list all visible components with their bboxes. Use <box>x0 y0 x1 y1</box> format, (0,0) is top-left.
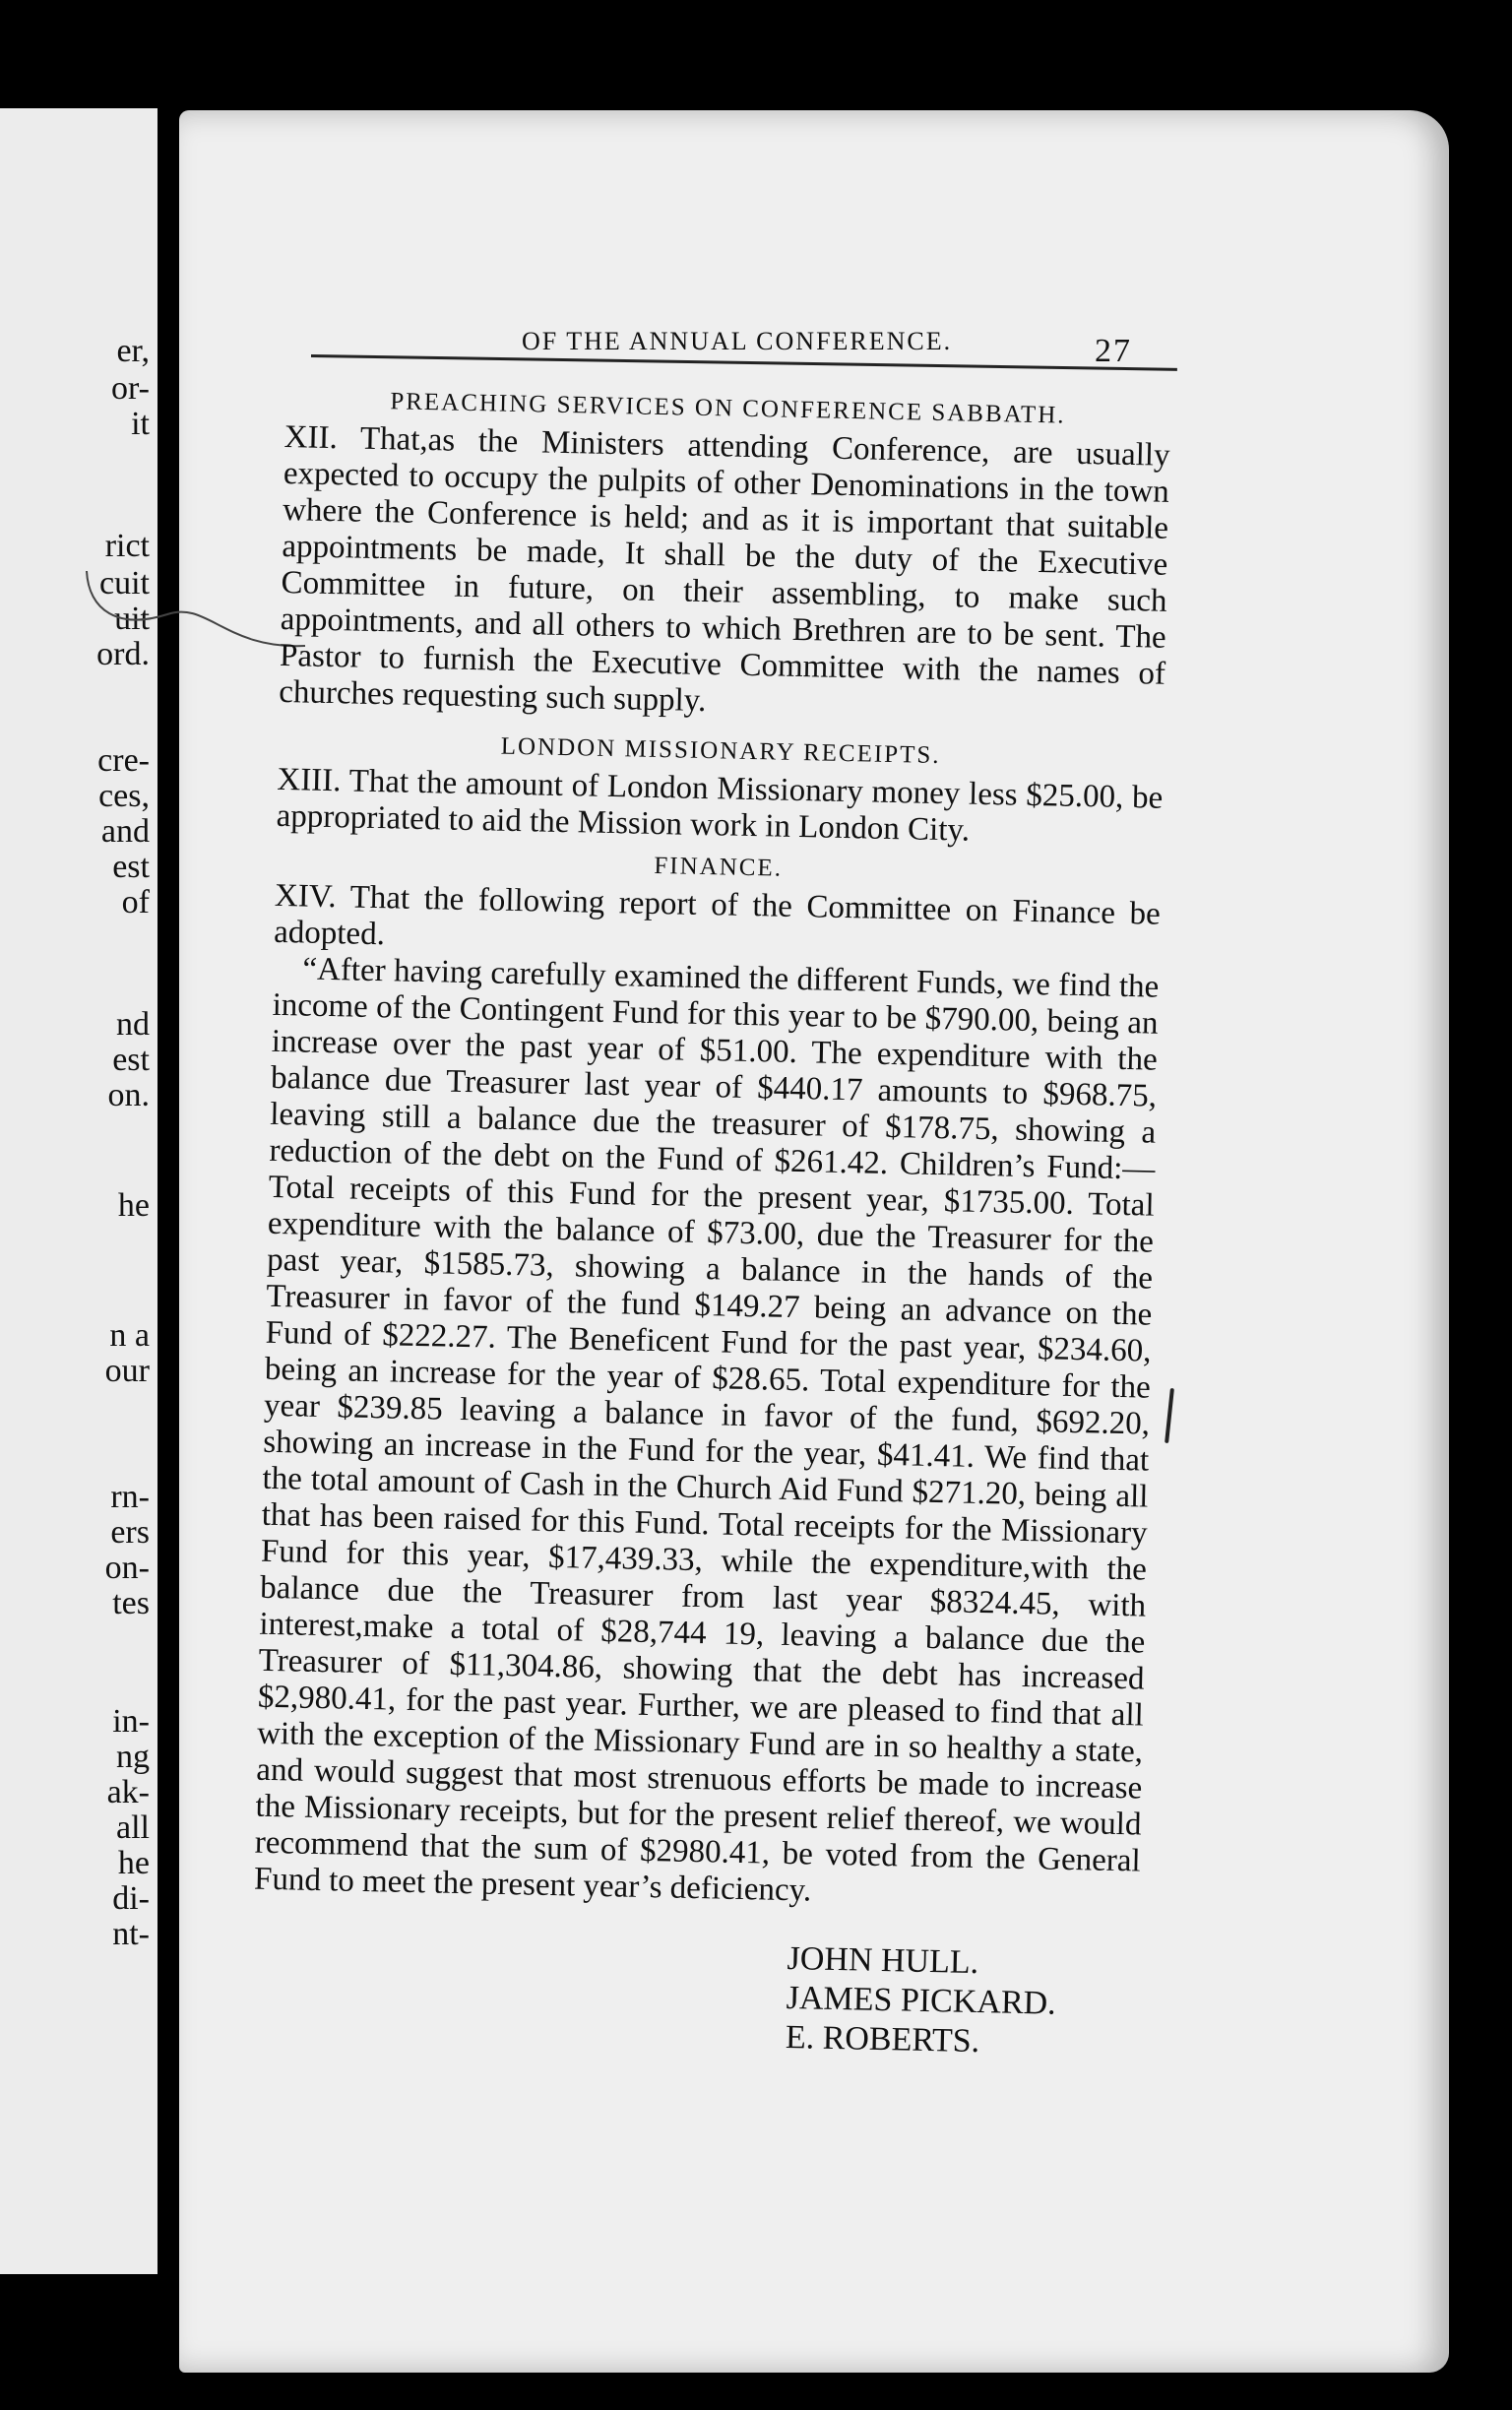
finance-report: “After having carefully examined the different Funds, we find the income of the Contingent Fund for this year to be $790.00, being an increase over the past year of $51.00. The expenditure with the balance due Treasurer last year of $440.17 amounts to $968.75, leaving still a balance due the treasurer of $178.75, showing a reduction of the debt on the Fund of $261.42. Children’s Fund:—Total receipts of this Fund for the present year, $1735.00. Total expenditure with the balance of $73.00, due the Treasurer for the past year, $1585.73, showing a balance in the hands of the Treasurer in favor of the fund $149.27 being an advance on the Fund of $222.27. The Beneficent Fund for the past year, $234.60, being an increase for the year of $28.65. Total expenditure for the year $239.85 leaving a balance in favor of the fund, $692.20, showing an increase in the Fund for the year, $41.41. We find that the total amount of Cash in the Church Aid Fund $271.20, being all that has been raised for this Fund. Total receipts for the Missionary Fund for this year, $17,439.33, while the expenditure,with the balance due the Treasurer from last year $8324.45, with interest,make a total of $28,744 19, leaving a balance due the Treasurer of $11,304.86, showing that the debt has increased $2,980.41, for the past year. Further, we are pleased to find that all with the exception of the Missionary Fund are in so healthy a state, and would suggest that most strenuous efforts be made to increase the Missionary receipts, but for the present relief thereof, we would recommend that the sum of $2980.41, be voted from the General Fund to meet the present year’s deficiency. <box>253 951 1160 1909</box>
left-page-fragment: cre- <box>97 742 150 779</box>
left-page-fragment: tes <box>112 1585 150 1621</box>
left-page-fragment: nd <box>116 1006 150 1043</box>
left-page-fragment: rict <box>104 528 150 564</box>
section-heading-finance: FINANCE. <box>654 852 784 882</box>
page-gutter <box>167 98 175 2382</box>
page-number: 27 <box>1095 333 1132 369</box>
left-page-fragment: on- <box>104 1550 150 1586</box>
left-page-fragment: all <box>116 1809 150 1846</box>
resolution-xii: XII. That,as the Ministers attending Conference, are usually expected to occupy the pulpits of other Denominations in the town where the Conference is held; and as it is important that suitable appointments be made, It shall be the duty of the Executive Committee in future, on their assembling, to make such appointments, and all others to which Brethren are to be sent. The Pastor to furnish the Executive Committee with the names of churches requesting such supply. <box>278 418 1170 720</box>
section-heading-london: LONDON MISSIONARY RECEIPTS. <box>500 732 941 770</box>
left-page-fragment: on. <box>107 1077 150 1113</box>
section-heading-preaching: PREACHING SERVICES ON CONFERENCE SABBATH. <box>390 388 1066 429</box>
left-page-fragment: n a <box>109 1317 150 1354</box>
signatory: E. ROBERTS. <box>785 2018 980 2061</box>
left-page-fragment: ng <box>116 1739 150 1775</box>
left-page-fragment: or- <box>111 370 150 407</box>
left-page-fragment: rn- <box>110 1479 150 1515</box>
left-page-fragment: in- <box>112 1703 150 1740</box>
left-page-fragment: he <box>117 1187 150 1224</box>
left-page-fragment: of <box>121 884 150 920</box>
resolution-xiv: XIV. That the following report of the Committee on Finance be adopted. <box>273 877 1162 953</box>
main-text <box>254 378 1171 1917</box>
left-page-fragment: our <box>104 1353 150 1389</box>
signatory: JOHN HULL. <box>787 1939 979 1982</box>
left-page-fragment: cuit <box>99 565 150 602</box>
left-page-fragment: uit <box>114 601 150 637</box>
left-page-fragment: est <box>112 1042 150 1078</box>
left-page-fragment: ak- <box>106 1774 150 1810</box>
signatory: JAMES PICKARD. <box>786 1979 1057 2022</box>
left-page-fragment: nt- <box>112 1916 150 1952</box>
resolution-xiii: XIII. That the amount of London Missionary money less $25.00, be appropriated to aid the Mission work in London City. <box>276 761 1164 849</box>
left-page-fragment: ces, <box>98 778 150 814</box>
left-page-fragment: est <box>112 849 150 885</box>
left-page-fragment: er, <box>116 333 150 369</box>
signatories <box>785 1939 1056 2063</box>
left-page-fragment: di- <box>112 1880 150 1917</box>
left-page-fragment: he <box>117 1845 150 1881</box>
left-page-fragment: ers <box>110 1514 150 1551</box>
running-head-title: OF THE ANNUAL CONFERENCE. <box>522 327 953 355</box>
previous-page-edge <box>0 108 158 2274</box>
left-page-fragment: and <box>100 813 150 850</box>
left-page-fragment: it <box>131 406 150 442</box>
left-page-fragment: ord. <box>96 636 150 672</box>
